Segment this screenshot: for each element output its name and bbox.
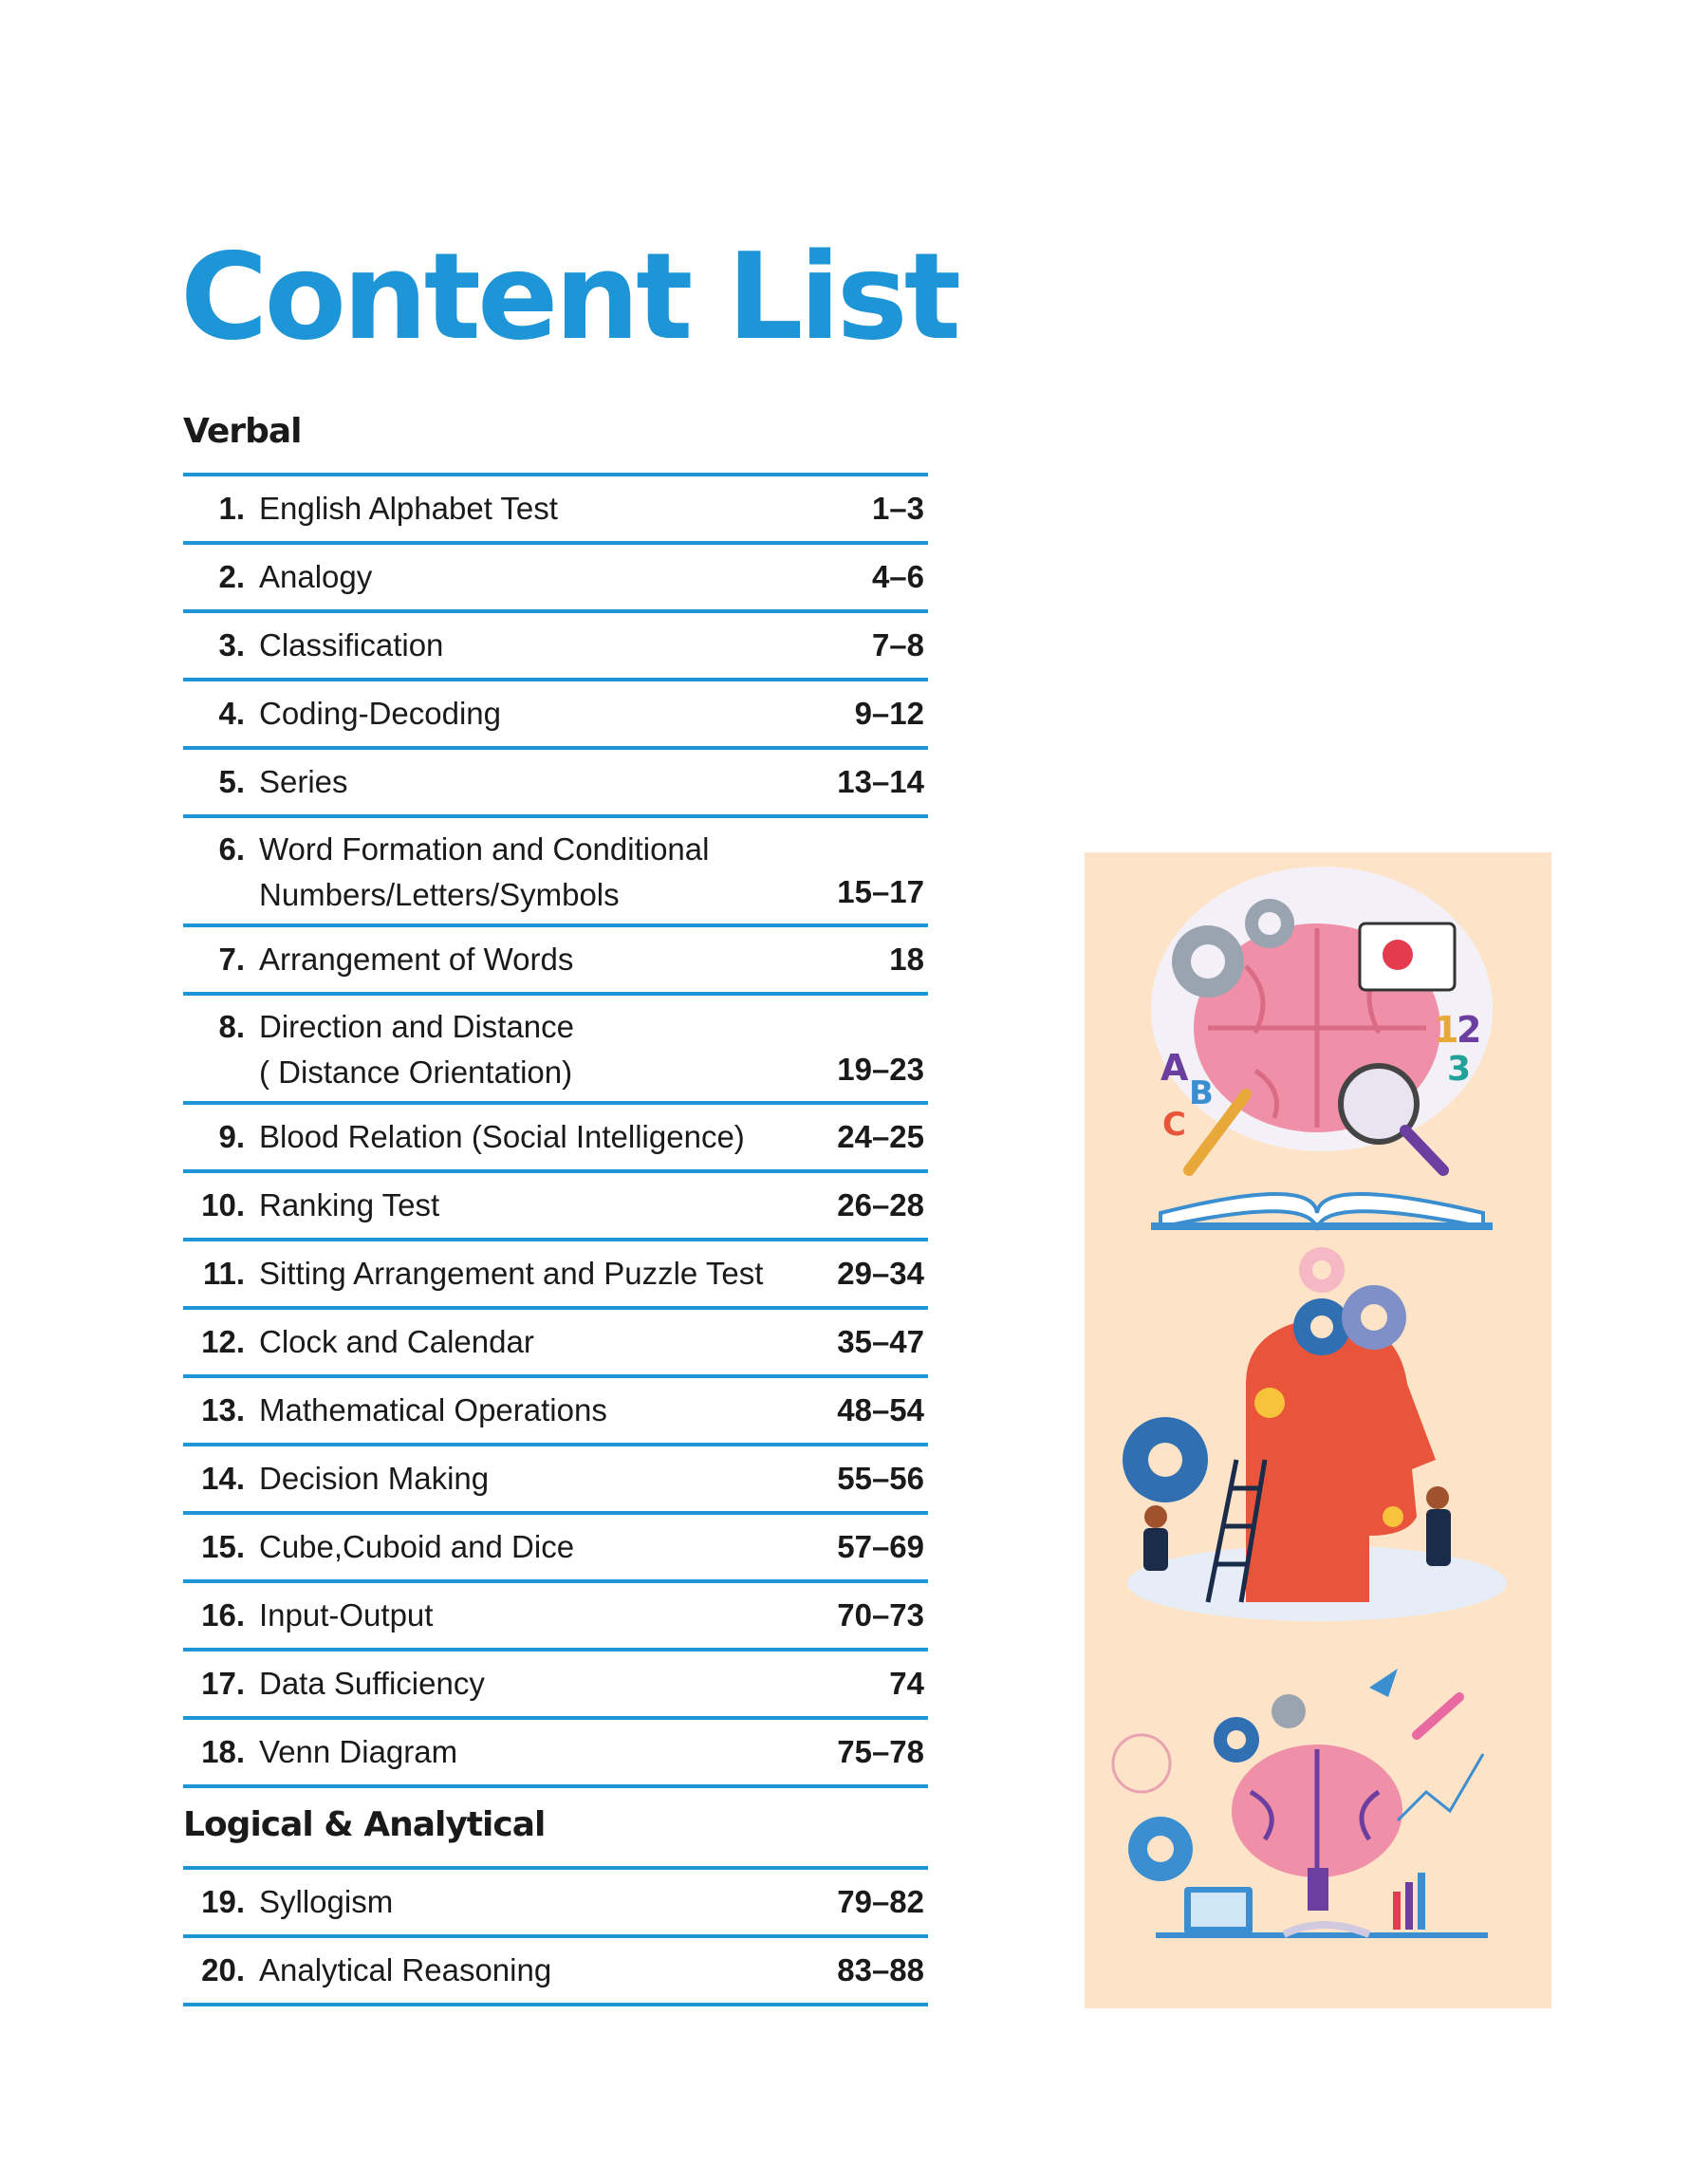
letter-c: C xyxy=(1162,1106,1186,1144)
entry-title-line: Analytical Reasoning xyxy=(259,1952,552,1987)
entry-title xyxy=(245,764,820,800)
entry-title xyxy=(245,1734,820,1770)
entry-pages: 74 xyxy=(889,1666,924,1701)
toc-section-logical xyxy=(183,1805,928,2006)
entry-title-line: Analogy xyxy=(259,559,373,594)
toc-list xyxy=(183,476,928,1788)
divider xyxy=(183,1784,928,1788)
entry-pages: 1–3 xyxy=(871,491,924,526)
entry-title-line: Sitting Arrangement and Puzzle Test xyxy=(259,1256,764,1291)
toc-entry xyxy=(183,1446,928,1511)
entry-pages: 48–54 xyxy=(837,1392,924,1427)
entry-title xyxy=(245,996,820,1091)
illustration-svg xyxy=(1085,852,1551,2008)
entry-title-line: Decision Making xyxy=(259,1461,490,1496)
brain-stem xyxy=(1308,1868,1328,1911)
entry-pages: 19–23 xyxy=(837,1052,924,1087)
digit-2: 2 xyxy=(1457,1009,1482,1051)
entry-pages: 4–6 xyxy=(871,559,924,594)
toc-entry xyxy=(183,1310,928,1374)
entry-title xyxy=(245,696,820,732)
toc-entry xyxy=(183,927,928,992)
entry-title-line: Mathematical Operations xyxy=(259,1392,607,1427)
toc-entry xyxy=(183,476,928,541)
entry-number: 11. xyxy=(202,1256,245,1291)
entry-title-line: Numbers/Letters/Symbols xyxy=(259,877,620,912)
person-head xyxy=(1426,1486,1449,1509)
entry-title-line: Word Formation and Conditional xyxy=(259,831,710,867)
entry-title xyxy=(245,1187,820,1223)
entry-pages: 15–17 xyxy=(837,874,924,909)
toc-entry xyxy=(183,1241,928,1306)
entry-title xyxy=(245,942,820,978)
entry-title xyxy=(245,1597,820,1633)
entry-pages: 29–34 xyxy=(837,1256,924,1291)
person-body xyxy=(1426,1509,1451,1566)
entry-pages: 24–25 xyxy=(837,1119,924,1154)
entry-number: 13. xyxy=(201,1392,245,1427)
entry-title xyxy=(245,1952,820,1988)
entry-number: 7. xyxy=(218,942,245,977)
entry-title xyxy=(245,818,820,913)
toc-list xyxy=(183,1870,928,2006)
entry-number: 12. xyxy=(201,1324,245,1359)
entry-number: 19. xyxy=(201,1884,245,1919)
entry-title xyxy=(245,1461,820,1497)
toc-entry xyxy=(183,996,928,1101)
entry-number: 9. xyxy=(218,1119,245,1154)
lightbulb-icon xyxy=(1254,1388,1285,1418)
brain-book-illustration xyxy=(1151,867,1493,1230)
divider xyxy=(183,2003,928,2006)
entry-number: 1. xyxy=(218,491,245,526)
letter-b: B xyxy=(1189,1074,1214,1112)
entry-title xyxy=(245,1884,820,1920)
toc-entry xyxy=(183,1720,928,1784)
entry-pages: 26–28 xyxy=(837,1187,924,1222)
entry-title xyxy=(245,1119,820,1155)
digit-1: 1 xyxy=(1434,1009,1459,1051)
entry-title-line: ( Distance Orientation) xyxy=(259,1054,573,1090)
entry-pages: 75–78 xyxy=(837,1734,924,1769)
entry-title-line: Venn Diagram xyxy=(259,1734,458,1769)
entry-title xyxy=(245,491,820,527)
entry-title-line: Cube,Cuboid and Dice xyxy=(259,1529,575,1564)
entry-number: 15. xyxy=(201,1529,245,1564)
toc-entry xyxy=(183,1583,928,1648)
entry-pages: 79–82 xyxy=(837,1884,924,1919)
illustration-panel xyxy=(1085,852,1551,2008)
entry-pages: 7–8 xyxy=(871,627,924,662)
line-graph-icon xyxy=(1398,1754,1483,1820)
letter-a: A xyxy=(1160,1047,1189,1089)
entry-title-line: Syllogism xyxy=(259,1884,394,1919)
person-head xyxy=(1144,1505,1167,1528)
lightbulb-small-icon xyxy=(1383,1506,1403,1527)
toc-entry xyxy=(183,1378,928,1443)
toc-entry xyxy=(183,750,928,814)
entry-number: 17. xyxy=(201,1666,245,1701)
entry-title xyxy=(245,1324,820,1360)
pencil-icon xyxy=(1417,1697,1459,1735)
entry-number: 18. xyxy=(201,1734,245,1769)
entry-pages: 55–56 xyxy=(837,1461,924,1496)
entry-pages: 35–47 xyxy=(837,1324,924,1359)
page-title: Content List xyxy=(180,227,957,366)
digit-3: 3 xyxy=(1447,1050,1472,1089)
entry-number: 20. xyxy=(201,1952,245,1987)
entry-pages: 57–69 xyxy=(837,1529,924,1564)
entry-title xyxy=(245,1256,820,1292)
toc-entry xyxy=(183,1651,928,1716)
entry-number: 3. xyxy=(218,627,245,662)
entry-title-line: Arrangement of Words xyxy=(259,942,574,977)
entry-pages: 70–73 xyxy=(837,1597,924,1633)
entry-title-line: Clock and Calendar xyxy=(259,1324,534,1359)
toc-entry xyxy=(183,1938,928,2003)
entry-title xyxy=(245,1529,820,1565)
entry-title-line: Classification xyxy=(259,627,444,662)
entry-title-line: Data Sufficiency xyxy=(259,1666,485,1701)
brain-charts-illustration xyxy=(1113,1669,1488,1938)
entry-title-line: Direction and Distance xyxy=(259,1009,574,1044)
book-base xyxy=(1151,1222,1493,1230)
head-gears-illustration xyxy=(1123,1247,1507,1621)
bar-chart-icon xyxy=(1393,1892,1401,1930)
entry-pages: 13–14 xyxy=(837,764,924,799)
toc-entry xyxy=(183,681,928,746)
toc-entry xyxy=(183,1870,928,1934)
brain-outline-icon xyxy=(1113,1735,1170,1792)
toc-section-verbal xyxy=(183,412,928,1788)
entry-title xyxy=(245,1666,820,1702)
entry-title-line: English Alphabet Test xyxy=(259,491,558,526)
entry-pages: 9–12 xyxy=(854,696,924,731)
person-body xyxy=(1143,1528,1168,1571)
entry-number: 6. xyxy=(218,831,245,867)
gear-tiny-icon xyxy=(1272,1694,1306,1728)
section-heading: Logical & Analytical xyxy=(183,1805,546,1844)
entry-number: 8. xyxy=(218,1009,245,1044)
entry-title xyxy=(245,627,820,663)
entry-number: 14. xyxy=(201,1461,245,1496)
entry-title xyxy=(245,1392,820,1428)
entry-title-line: Coding-Decoding xyxy=(259,696,501,731)
entry-title-line: Input-Output xyxy=(259,1597,434,1633)
toc-entry xyxy=(183,818,928,924)
entry-title-line: Series xyxy=(259,764,348,799)
entry-number: 2. xyxy=(218,559,245,594)
entry-number: 5. xyxy=(218,764,245,799)
toc-entry xyxy=(183,1105,928,1169)
entry-number: 16. xyxy=(201,1597,245,1633)
entry-number: 10. xyxy=(201,1187,245,1222)
toc-entry xyxy=(183,613,928,678)
toc-entry xyxy=(183,1515,928,1579)
toc-entry xyxy=(183,545,928,609)
play-icon xyxy=(1383,940,1413,970)
toc-entry xyxy=(183,1173,928,1238)
section-heading: Verbal xyxy=(183,412,302,451)
entry-pages: 18 xyxy=(889,942,924,977)
paper-plane-icon xyxy=(1369,1669,1398,1697)
entry-number: 4. xyxy=(218,696,245,731)
entry-title xyxy=(245,559,820,595)
entry-pages: 83–88 xyxy=(837,1952,924,1987)
entry-title-line: Ranking Test xyxy=(259,1187,440,1222)
entry-title-line: Blood Relation (Social Intelligence) xyxy=(259,1119,745,1154)
